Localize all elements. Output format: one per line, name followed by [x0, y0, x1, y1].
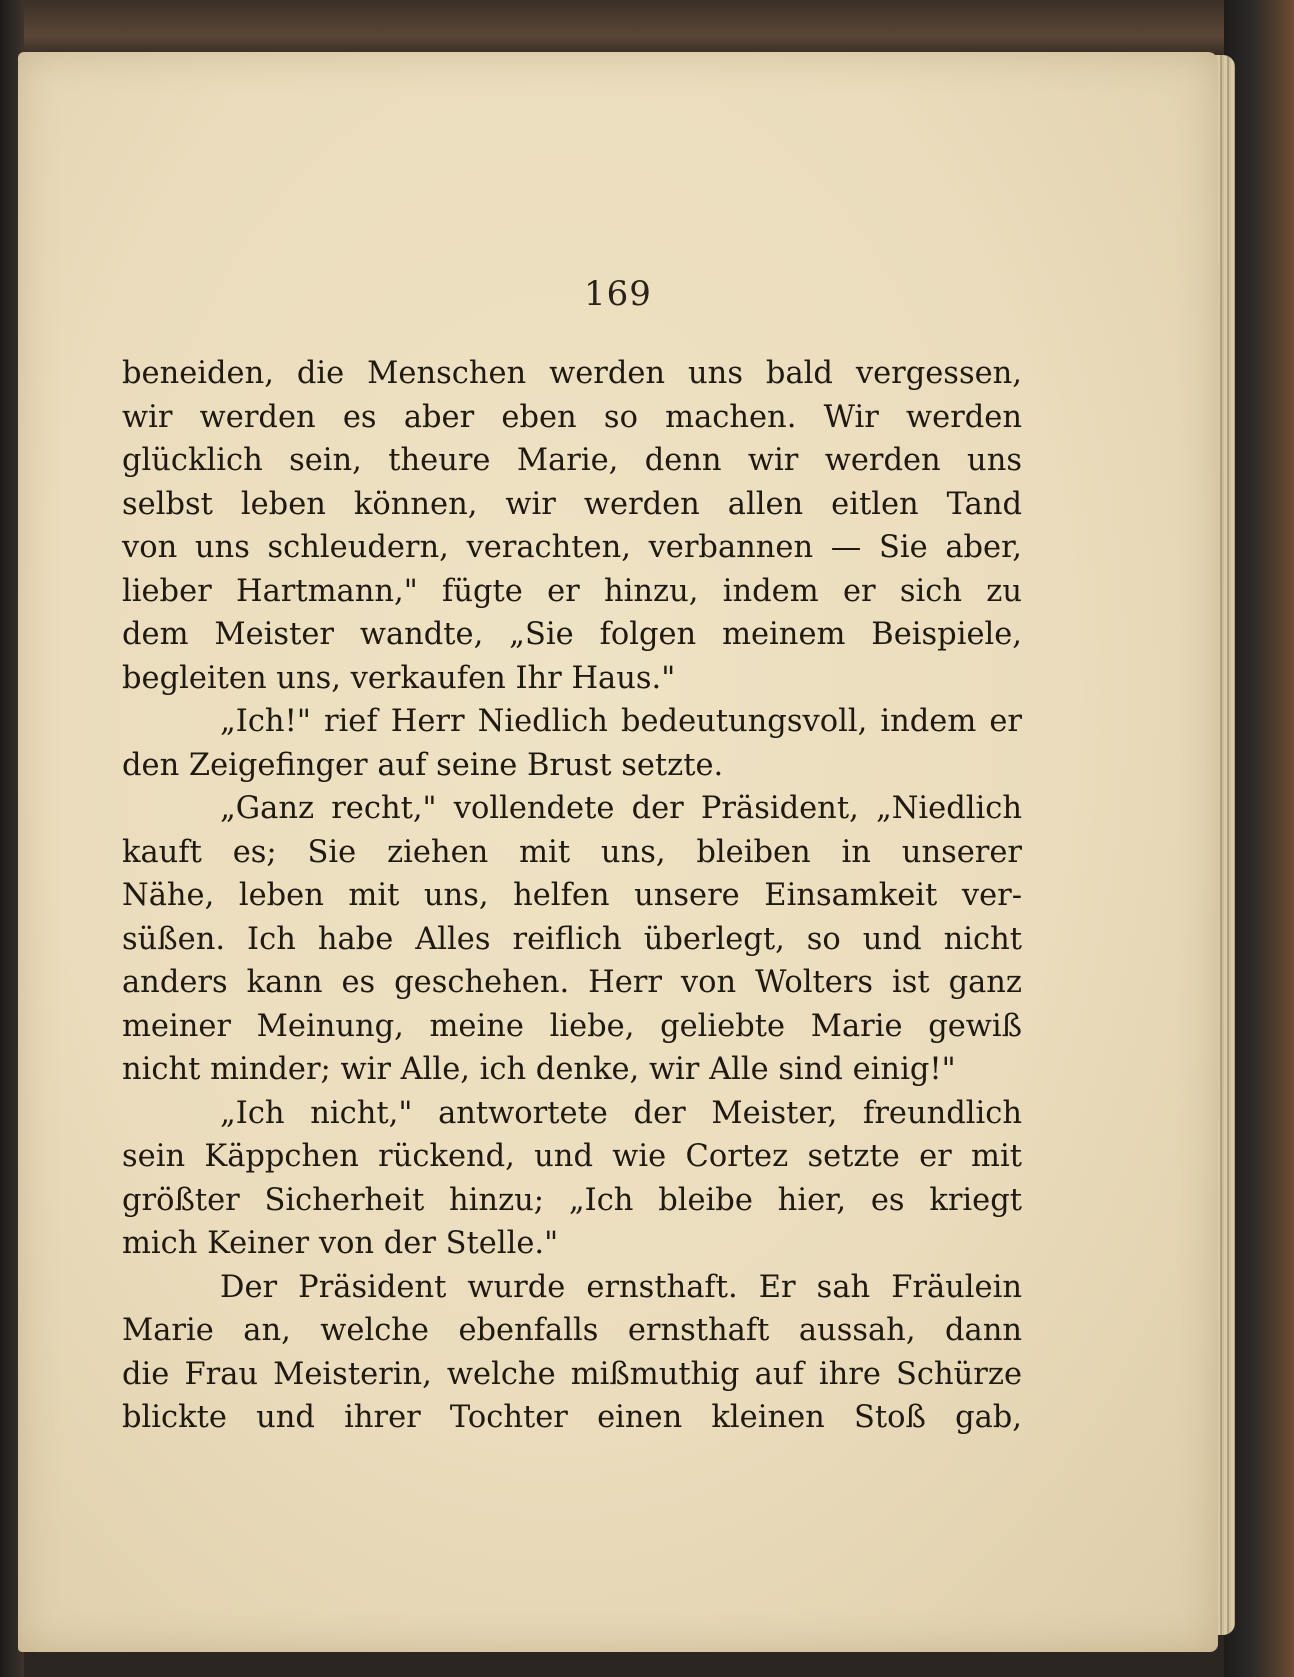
text-line: meiner Meinung, meine liebe, geliebte Marie gewiß	[122, 1008, 1022, 1044]
text-line: begleiten uns, verkaufen Ihr Haus."	[122, 660, 676, 696]
text-line: sein Käppchen rückend, und wie Cortez setzte er mit	[122, 1139, 1022, 1174]
text-line: den Zeigefinger auf seine Brust setzte.	[122, 747, 724, 783]
text-line: Nähe, leben mit uns, helfen unsere Einsamkeit ver-	[122, 878, 1022, 913]
book-page	[18, 52, 1218, 1652]
text-line: größter Sicherheit hinzu; „Ich bleibe hier, es kriegt	[122, 1182, 1022, 1218]
text-line: selbst leben können, wir werden allen eitlen Tand	[122, 486, 1022, 522]
text-line: nicht minder; wir Alle, ich denke, wir Alle sind einig!"	[122, 1052, 956, 1087]
text-line: mich Keiner von der Stelle."	[122, 1226, 559, 1261]
text-line: anders kann es geschehen. Herr von Wolters ist ganz	[122, 965, 1022, 1000]
text-line: wir werden es aber eben so machen. Wir werden	[122, 399, 1022, 435]
text-line: dem Meister wandte, „Sie folgen meinem Beispiele,	[122, 617, 1022, 652]
text-line: glücklich sein, theure Marie, denn wir werden uns	[122, 443, 1022, 478]
text-line: Marie an, welche ebenfalls ernsthaft aussah, dann	[122, 1313, 1022, 1348]
text-line: Der Präsident wurde ernsthaft. Er sah Fräulein	[220, 1269, 1022, 1305]
book-cover-top	[0, 0, 1294, 60]
text-line: „Ich nicht," antwortete der Meister, freundlich	[220, 1095, 1022, 1131]
text-line: die Frau Meisterin, welche mißmuthig auf ihre Schürze	[122, 1356, 1022, 1392]
text-line: von uns schleudern, verachten, verbannen — Sie aber,	[122, 530, 1022, 565]
text-line: „Ganz recht," vollendete der Präsident, „Niedlich	[220, 791, 1022, 826]
body-text	[122, 352, 1022, 1440]
text-line: beneiden, die Menschen werden uns bald vergessen,	[122, 356, 1022, 391]
text-line: lieber Hartmann," fügte er hinzu, indem er sich zu	[122, 573, 1022, 609]
text-line: kauft es; Sie ziehen mit uns, bleiben in unserer	[122, 834, 1022, 870]
text-line: „Ich!" rief Herr Niedlich bedeutungsvoll, indem er	[220, 704, 1022, 739]
page-number: 169	[584, 274, 652, 314]
text-line: süßen. Ich habe Alles reiflich überlegt, so und nicht	[122, 921, 1022, 957]
text-line: blickte und ihrer Tochter einen kleinen Stoß gab,	[122, 1400, 1022, 1435]
